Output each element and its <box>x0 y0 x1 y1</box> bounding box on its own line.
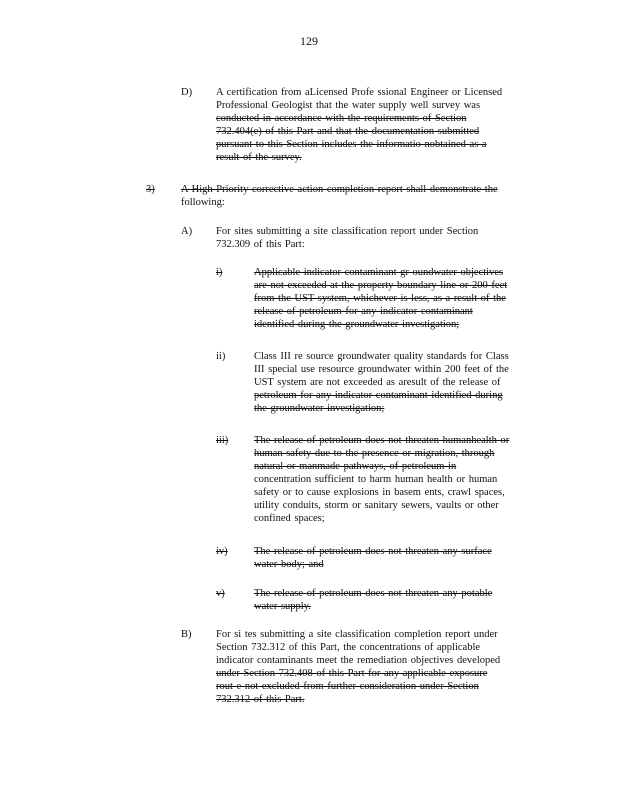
item-iii-line-deleted: human safety due to the presence or migration, through <box>254 448 495 459</box>
item-d-line: Professional Geologist that the water supply well survey was <box>216 100 481 111</box>
item-i-line-deleted: Applicable indicator contaminant gr oundwater objectives <box>254 267 504 278</box>
item-d-line-deleted: 732.404(e) of this Part and that the documentation submitted <box>216 126 480 137</box>
item-iv-label: iv) <box>216 546 228 557</box>
item-ii-line-deleted: petroleum for any indicator contaminant identified during <box>254 390 503 401</box>
item-d-text <box>216 86 532 164</box>
item-3-label: 3) <box>146 184 155 195</box>
item-ii-text <box>254 350 534 415</box>
item-v-label: v) <box>216 588 225 599</box>
item-iii-label: iii) <box>216 435 229 446</box>
item-iii-line-deleted: The release of petroleum does not threaten humanhealth or <box>254 435 510 446</box>
item-ii-line: UST system are not exceeded as aresult of the release of <box>254 377 501 388</box>
item-b-line-deleted: under Section 732.408 of this Part for any applicable exposure <box>216 668 488 679</box>
item-v-line-deleted: The release of petroleum does not threaten any potable <box>254 588 493 599</box>
item-a-line: 732.309 of this Part: <box>216 239 305 250</box>
item-iii-line: utility conduits, storm or sanitary sewers, vaults or other <box>254 500 499 511</box>
item-iii-text <box>254 434 538 525</box>
item-i-text <box>254 266 534 331</box>
item-i-line-deleted: from the UST system, whichever is less, as a result of the <box>254 293 506 304</box>
item-ii-line-deleted: the groundwater investigation; <box>254 403 385 414</box>
item-b-line: indicator contaminants meet the remediation objectives developed <box>216 655 501 666</box>
item-iii-line: concentration sufficient to harm human health or human <box>254 474 498 485</box>
item-b-line: For si tes submitting a site classification completion report under <box>216 629 498 640</box>
item-ii-line: Class III re source groundwater quality standards for Class <box>254 351 509 362</box>
item-iv-line-deleted: The release of petroleum does not threaten any surface <box>254 546 492 557</box>
item-ii-line: III special use resource groundwater within 200 feet of the <box>254 364 509 375</box>
item-d-line: A certification from aLicensed Profe ssional Engineer or Licensed <box>216 87 503 98</box>
item-3-line-deleted: A High Priority corrective action completion report shall demonstrate the <box>181 184 498 195</box>
item-b-line-deleted: rout e not excluded from further consideration under Section <box>216 681 479 692</box>
item-i-line-deleted: release of petroleum for any indicator contaminant <box>254 306 473 317</box>
item-3-line: following: <box>181 197 225 208</box>
item-b-text <box>216 628 532 706</box>
item-ii-label: ii) <box>216 351 226 362</box>
item-v-line-deleted: water supply. <box>254 601 311 612</box>
item-i-line-deleted: identified during the groundwater investigation; <box>254 319 460 330</box>
item-a-text <box>216 225 516 251</box>
item-b-line: Section 732.312 of this Part, the concentrations of applicable <box>216 642 481 653</box>
item-d-line-deleted: pursuant to this Section includes the informatio nobtained as a <box>216 139 487 150</box>
item-d-line-deleted: result of the survey. <box>216 152 302 163</box>
item-d-label: D) <box>181 87 193 98</box>
item-3-text <box>181 183 533 209</box>
item-b-label: B) <box>181 629 192 640</box>
page-number: 129 <box>300 34 318 48</box>
item-iv-line-deleted: water body; and <box>254 559 324 570</box>
item-i-label: i) <box>216 267 223 278</box>
item-iii-line: safety or to cause explosions in basem ents, crawl spaces, <box>254 487 505 498</box>
item-v-text <box>254 587 534 613</box>
item-i-line-deleted: are not exceeded at the property boundary line or 200 feet <box>254 280 508 291</box>
item-a-line: For sites submitting a site classification report under Section <box>216 226 479 237</box>
item-iv-text <box>254 545 534 571</box>
item-d-line-deleted: conducted in accordance with the requirements of Section <box>216 113 467 124</box>
item-iii-line: confined spaces; <box>254 513 325 524</box>
item-iii-line-deleted: natural or manmade pathways, of petroleum in <box>254 461 457 472</box>
item-b-line-deleted: 732.312 of this Part. <box>216 694 305 705</box>
item-a-label: A) <box>181 226 193 237</box>
